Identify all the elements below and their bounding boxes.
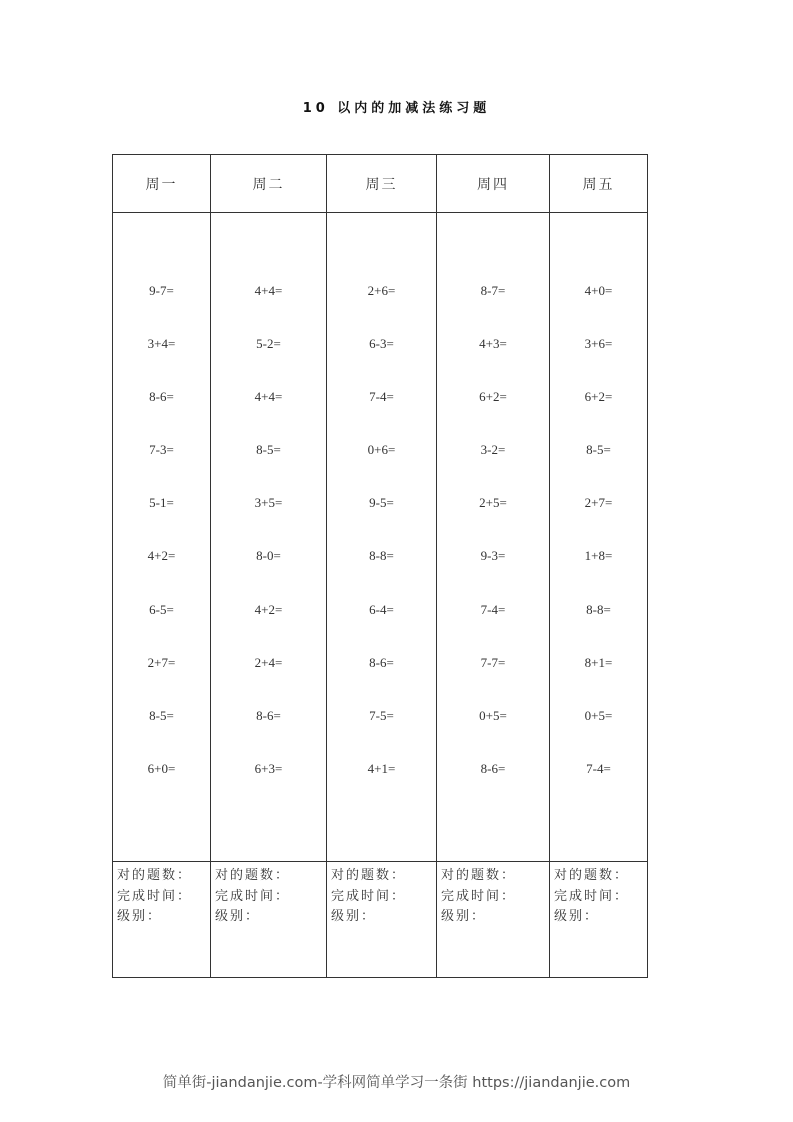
problem: 6+3= — [254, 760, 283, 776]
day-header-row — [113, 155, 648, 213]
problem: 5-1= — [149, 495, 174, 511]
problem-list — [437, 213, 549, 812]
problem: 1+8= — [584, 548, 613, 564]
day-header-mon: 周一 — [113, 155, 211, 213]
problem: 9-5= — [369, 495, 394, 511]
problem: 3-2= — [480, 442, 506, 458]
correct-count-label: 对的题数： — [554, 868, 630, 883]
completion-time-label: 完成时间： — [117, 888, 193, 904]
problem: 8+1= — [584, 654, 613, 670]
problem: 7-4= — [369, 389, 394, 405]
problem: 2+7= — [584, 495, 613, 511]
problem: 7-7= — [480, 654, 506, 670]
problem: 2+4= — [254, 654, 283, 670]
problem: 4+2= — [254, 601, 283, 617]
correct-count-label: 对的题数： — [117, 868, 193, 883]
watermark-footer: 简单街-jiandanjie.com-学科网简单学习一条街 https://jiandanjie.com — [162, 1075, 631, 1091]
problem: 7-4= — [480, 601, 506, 617]
problem: 0+5= — [584, 707, 613, 723]
problem-list — [211, 213, 326, 812]
level-label: 级别： — [441, 909, 487, 924]
problem: 2+7= — [147, 654, 176, 670]
problem: 3+4= — [147, 336, 176, 352]
problem: 4+3= — [479, 336, 507, 352]
completion-time-label: 完成时间： — [331, 888, 407, 904]
level-label: 级别： — [331, 909, 377, 924]
problem: 9-7= — [149, 283, 174, 298]
problem: 4+4= — [254, 283, 283, 298]
problem-list — [113, 213, 210, 812]
completion-time-label: 完成时间： — [215, 888, 291, 904]
correct-count-label: 对的题数： — [215, 868, 291, 883]
day-header-wed: 周三 — [327, 155, 437, 213]
problem: 8-0= — [256, 548, 281, 564]
problem: 8-6= — [149, 389, 174, 405]
problem-list — [550, 213, 647, 812]
problem: 4+4= — [254, 389, 283, 405]
problem: 8-8= — [586, 601, 611, 617]
problem: 7-5= — [369, 707, 394, 723]
problem: 0+5= — [479, 707, 507, 723]
record-cell-thu — [437, 862, 550, 978]
problem: 8-5= — [256, 442, 281, 458]
worksheet-title: 10 以内的加减法练习题 — [302, 101, 491, 116]
correct-count-label: 对的题数： — [331, 868, 407, 883]
problems-cell-mon — [113, 213, 211, 862]
problem: 8-7= — [480, 283, 506, 298]
problem: 6-5= — [149, 601, 174, 617]
day-header-fri: 周五 — [550, 155, 648, 213]
record-cell-fri — [550, 862, 648, 978]
problem: 8-5= — [149, 707, 174, 723]
problem: 8-8= — [369, 548, 394, 564]
problem: 5-2= — [256, 336, 281, 352]
problem: 3+6= — [584, 336, 613, 352]
problems-cell-tue — [211, 213, 327, 862]
problem: 4+0= — [584, 283, 613, 298]
record-cell-mon — [113, 862, 211, 978]
problems-cell-wed — [327, 213, 437, 862]
problem: 6+2= — [584, 389, 613, 405]
problem: 3+5= — [254, 495, 283, 511]
problem: 9-3= — [480, 548, 506, 564]
problem: 6+0= — [147, 760, 176, 776]
day-header-thu: 周四 — [437, 155, 550, 213]
completion-time-label: 完成时间： — [441, 888, 517, 904]
problem: 6-3= — [369, 336, 394, 352]
day-header-tue: 周二 — [211, 155, 327, 213]
weekly-worksheet-table — [112, 154, 648, 978]
problems-cell-fri — [550, 213, 648, 862]
problem: 7-4= — [586, 760, 611, 776]
problem: 7-3= — [149, 442, 174, 458]
problem: 6+2= — [479, 389, 507, 405]
level-label: 级别： — [554, 909, 600, 924]
problem: 4+2= — [147, 548, 176, 564]
problem: 0+6= — [367, 442, 396, 458]
problem: 2+6= — [367, 283, 396, 298]
problem: 8-5= — [586, 442, 611, 458]
correct-count-label: 对的题数： — [441, 868, 517, 883]
problem: 2+5= — [479, 495, 507, 511]
problem: 8-6= — [480, 760, 506, 776]
problem: 8-6= — [256, 707, 281, 723]
level-label: 级别： — [117, 909, 163, 924]
problem-list — [327, 213, 436, 812]
completion-time-label: 完成时间： — [554, 888, 630, 904]
problems-row — [113, 213, 648, 862]
problem: 8-6= — [369, 654, 394, 670]
problem: 6-4= — [369, 601, 394, 617]
record-cell-wed — [327, 862, 437, 978]
record-row — [113, 862, 648, 978]
record-cell-tue — [211, 862, 327, 978]
level-label: 级别： — [215, 909, 261, 924]
problem: 4+1= — [367, 760, 396, 776]
problems-cell-thu — [437, 213, 550, 862]
